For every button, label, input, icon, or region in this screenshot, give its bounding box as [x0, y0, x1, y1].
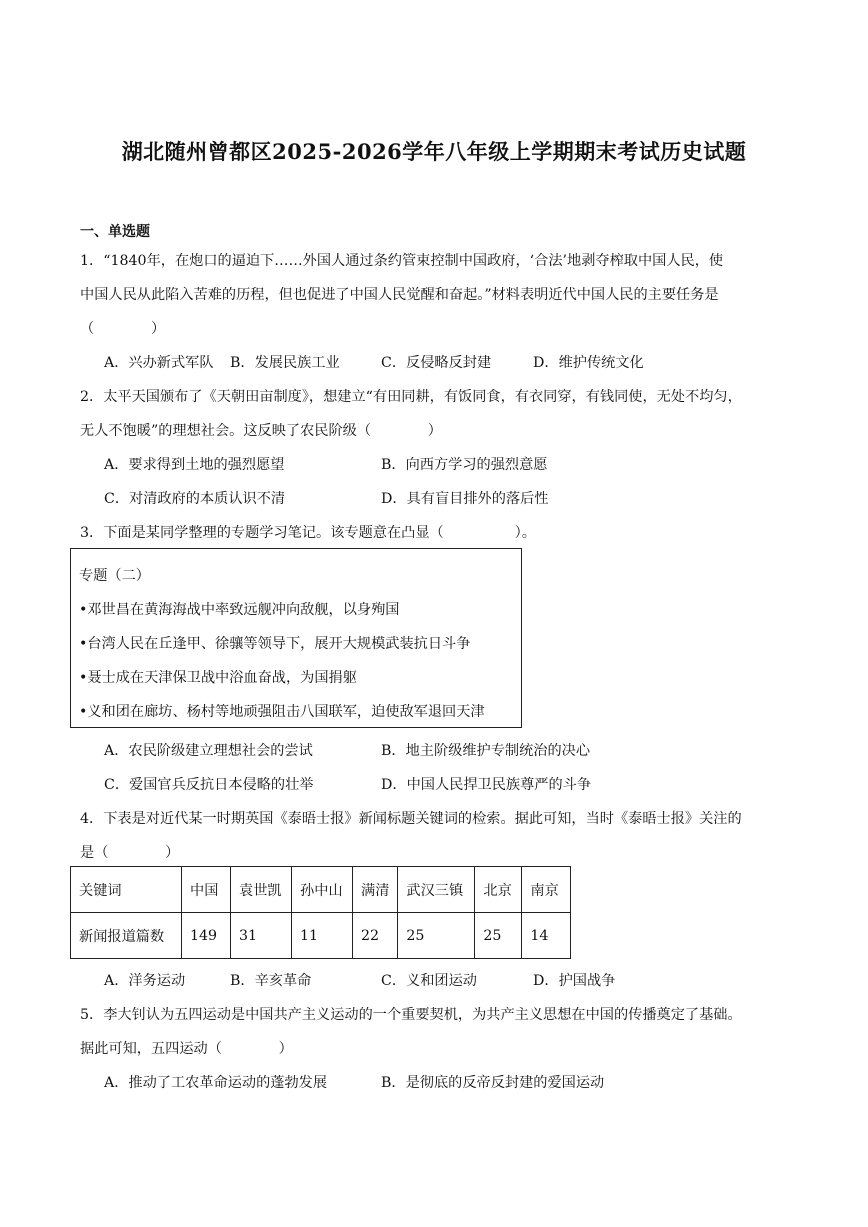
notes-item: •义和团在廊坊、杨村等地顽强阻击八国联军，迫使敌军退回天津: [79, 704, 485, 720]
q5-line-1: 5．李大钊认为五四运动是中国共产主义运动的一个重要契机，为共产主义思想在中国的传播奠定了基础。: [80, 1007, 742, 1023]
table-cell: 31: [231, 913, 292, 959]
q4-option-d: D．护国战争: [533, 973, 616, 989]
q1-option-b: B．发展民族工业: [230, 355, 340, 371]
q3-line-1: 3．下面是某同学整理的专题学习笔记。该专题意在凸显（ ）。: [80, 525, 536, 541]
q3-option-a: A．农民阶级建立理想社会的尝试: [104, 743, 313, 759]
q5-option-b: B．是彻底的反帝反封建的爱国运动: [381, 1075, 605, 1091]
table-row: [71, 913, 571, 959]
notes-item: •聂士成在天津保卫战中浴血奋战，为国捐躯: [79, 670, 357, 686]
table-cell: 14: [522, 913, 571, 959]
q4-option-a: A．洋务运动: [104, 973, 186, 989]
q2-option-d: D．具有盲目排外的落后性: [381, 491, 549, 507]
notes-item: •邓世昌在黄海海战中率致远舰冲向敌舰，以身殉国: [79, 602, 400, 618]
notes-heading: 专题（二）: [79, 568, 150, 584]
q2-option-c: C．对清政府的本质认识不清: [104, 491, 286, 507]
table-cell: 武汉三镇: [398, 867, 475, 913]
section-heading: 一、单选题: [80, 224, 150, 240]
q3-notes-box: [70, 548, 522, 728]
q3-option-d: D．中国人民捍卫民族尊严的斗争: [381, 777, 592, 793]
q1-line-3: （ ）: [80, 321, 166, 337]
table-cell: 孙中山: [292, 867, 353, 913]
table-cell: 25: [398, 913, 475, 959]
q4-option-b: B．辛亥革命: [230, 973, 312, 989]
table-cell: 新闻报道篇数: [71, 913, 182, 959]
table-cell: 中国: [182, 867, 231, 913]
q5-option-a: A．推动了工农革命运动的蓬勃发展: [104, 1075, 328, 1091]
q1-option-a: A．兴办新式军队: [104, 355, 214, 371]
table-cell: 22: [353, 913, 398, 959]
q2-line-2: 无人不饱暖”的理想社会。这反映了农民阶级（ ）: [80, 423, 442, 439]
q4-line-2: 是（ ）: [80, 845, 180, 861]
q2-option-b: B．向西方学习的强烈意愿: [381, 457, 548, 473]
q1-line-1: 1．“1840年，在炮口的逼迫下……外国人通过条约管束控制中国政府，‘合法’地剥夺榨取中国人民，使: [80, 253, 724, 269]
q2-option-a: A．要求得到土地的强烈愿望: [104, 457, 285, 473]
q3-option-c: C．爱国官兵反抗日本侵略的壮举: [104, 777, 314, 793]
table-cell: 25: [475, 913, 522, 959]
page-title: 湖北随州曾都区2025-2026学年八年级上学期期末考试历史试题: [121, 139, 747, 164]
table-cell: 关键词: [71, 867, 182, 913]
table-cell: 11: [292, 913, 353, 959]
table-header-row: [71, 867, 571, 913]
q1-line-2: 中国人民从此陷入苦难的历程，但也促进了中国人民觉醒和奋起。”材料表明近代中国人民的主要任务是: [80, 287, 719, 303]
q1-option-d: D．维护传统文化: [533, 355, 644, 371]
keyword-table: [70, 866, 571, 959]
q4-line-1: 4．下表是对近代某一时期英国《泰晤士报》新闻标题关键词的检索。据此可知，当时《泰晤士报》关注的: [80, 811, 742, 827]
table-cell: 满清: [353, 867, 398, 913]
q2-line-1: 2．太平天国颁布了《天朝田亩制度》，想建立“有田同耕，有饭同食，有衣同穿，有钱同使，无处不均匀，: [80, 389, 742, 405]
table-cell: 北京: [475, 867, 522, 913]
q4-option-c: C．义和团运动: [381, 973, 477, 989]
q1-option-c: C．反侵略反封建: [381, 355, 492, 371]
table-cell: 南京: [522, 867, 571, 913]
table-cell: 袁世凯: [231, 867, 292, 913]
q5-line-2: 据此可知，五四运动（ ）: [80, 1041, 293, 1057]
table-cell: 149: [182, 913, 231, 959]
q3-option-b: B．地主阶级维护专制统治的决心: [381, 743, 591, 759]
notes-item: •台湾人民在丘逢甲、徐骧等领导下，展开大规模武装抗日斗争: [79, 636, 471, 652]
